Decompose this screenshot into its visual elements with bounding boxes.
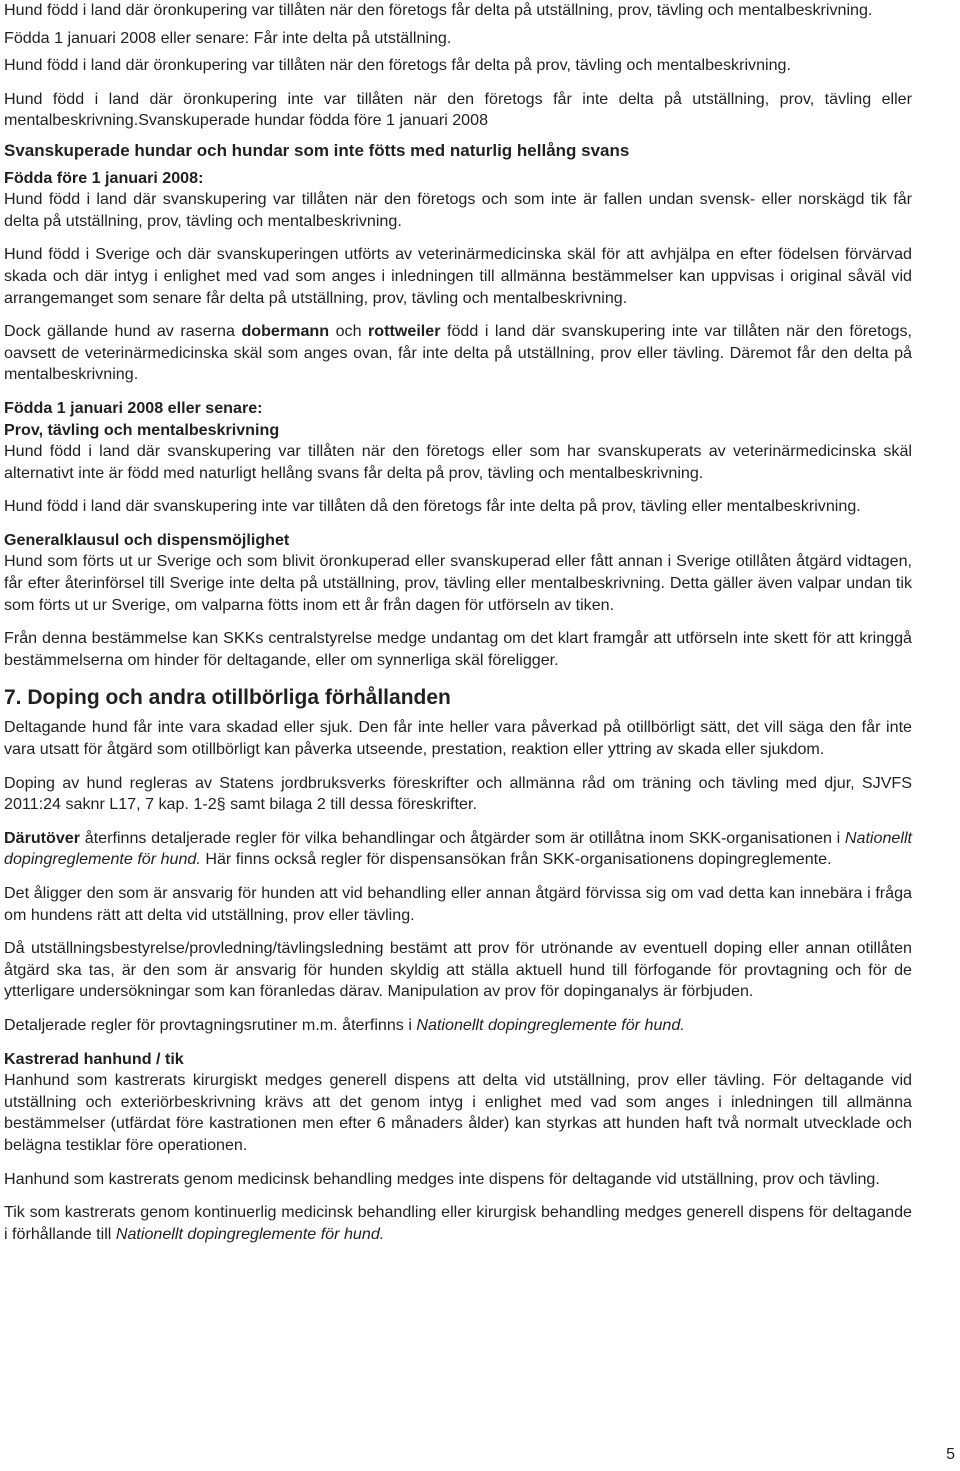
breed-rottweiler: rottweiler <box>368 322 441 341</box>
title-doping-regulations: Nationellt dopingreglemente för hund. <box>4 828 912 869</box>
paragraph-doping-3 <box>4 828 912 871</box>
paragraph-exemption: Från denna bestämmelse kan SKKs centralstyrelse medge undantag om det klart framgår att utförseln inte skett för att kringgå bestämmelserna om hinder för deltagande, eller om synnerliga skäl föreligger. <box>4 629 912 669</box>
heading-general-clause: Generalklausul och dispensmöjlighet <box>4 530 290 549</box>
paragraph-docked-in-sweden: Hund född i Sverige och där svanskuperingen utförts av veterinärmedicinska skäl för att avhjälpa en efter födelsen förvärvad skada och där intyg i enlighet med vad som anges i inledningen till allmänna bestämmelser kan uppvisas i original såväl vid arrangemanget som senare får delta på utställning, prov, tävling och mentalbeskrivning. <box>4 245 912 307</box>
text-ear-cropping-not-allowed: Hund född i land där öronkupering inte var tillåten när den företogs får inte delta på utställning, prov, tävling eller mentalbeskrivning. <box>4 89 912 130</box>
paragraph-docking-not-allowed-trials: Hund född i land där svanskupering inte var tillåten då den företogs får inte delta på prov, tävling eller mentalbeskrivning. <box>4 497 861 516</box>
page-number: 5 <box>946 1446 955 1463</box>
label-born-before-2008: Födda före 1 januari 2008: <box>4 168 204 187</box>
text-breeds-pre: Dock gällande hund av raserna <box>4 322 242 341</box>
paragraph-doping-5: Då utställningsbestyrelse/provledning/tävlingsledning bestämt att prov för utrönande av eventuell doping eller annan otillåten åtgärd ska tas, är den som är ansvarig för hunden skyldig att ställa aktuell hund till förfogande för provtagning och för de ytterligare undersökningar som kan föranledas därav. Manipulation av prov för dopinganalys är förbjuden. <box>4 939 912 1001</box>
text-doping-3-pre: återfinns detaljerade regler för vilka behandlingar och åtgärder som är otillåtna inom SKK-organisationen i <box>80 828 845 847</box>
text-breeds-post: född i land där svanskupering inte var tillåten när den företogs, oavsett de veterinärmedicinska skäl som anges ovan, får inte delta på utställning, prov eller tävling. Däremot får den delta på mentalbeskrivning. <box>4 322 912 384</box>
label-born-2008-or-later-tail: Födda 1 januari 2008 eller senare: <box>4 398 263 417</box>
paragraph-general-clause: Hund som förts ut ur Sverige och som blivit öronkuperad eller svanskuperad eller fått annan i Sverige otillåten åtgärd vidtagen, får efter återinförsel till Sverige inte delta på utställning, prov, tävling eller mentalbeskrivning. Detta gäller även valpar undan tik som förts ut ur Sverige, om valparna fötts inom ett år från dagen för utförseln av tiken. <box>4 552 912 614</box>
paragraph-castrated-3 <box>4 1202 912 1245</box>
label-born-2008-or-later: Födda 1 januari 2008 eller senare: <box>4 28 250 47</box>
document-page <box>4 0 912 1245</box>
chapter-heading-doping: 7. Doping och andra otillbörliga förhållanden <box>4 686 451 710</box>
text-darutover: Därutöver <box>4 828 81 847</box>
title-doping-regulations-3: Nationellt dopingreglemente för hund. <box>115 1224 385 1243</box>
text-breeds-mid: och <box>329 322 369 341</box>
paragraph-doping-6 <box>4 1015 912 1037</box>
text-doping-3-post: Här finns också regler för dispensansökan från SKK-organisationens dopingreglemente. <box>200 850 832 869</box>
text-doping-6-pre: Detaljerade regler för provtagningsrutiner m.m. återfinns i <box>4 1015 417 1034</box>
text-tail-docked-before-2008: Svanskuperade hundar födda före 1 januari 2008 <box>138 111 489 130</box>
title-doping-regulations-2: Nationellt dopingreglemente för hund. <box>416 1015 685 1034</box>
text-castrated-3-pre: Tik som kastrerats genom kontinuerlig medicinsk behandling eller kirurgisk behandling medges generell dispens för deltagande i förhållande till <box>4 1203 912 1243</box>
text-no-exhibition: Får inte delta på utställning. <box>249 28 452 47</box>
section-heading-tail-docking: Svanskuperade hundar och hundar som inte fötts med naturlig hellång svans <box>4 140 630 160</box>
paragraph-born-2008-or-later <box>4 28 912 50</box>
paragraph-dobermann-rottweiler <box>4 321 912 386</box>
paragraph-doping-1: Deltagande hund får inte vara skadad eller sjuk. Den får inte heller vara påverkad på otillbörligt sätt, det vill säga den får inte vara utsatt för åtgärd som otillbörligt kan påverka utseende, prestation, reaktion eller yttring av skada eller sjukdom. <box>4 718 912 759</box>
breed-dobermann: dobermann <box>241 322 330 341</box>
subheading-trials-competition: Prov, tävling och mentalbeskrivning <box>4 420 280 439</box>
paragraph-docking-allowed-trials: Hund född i land där svanskupering var tillåten när den företogs eller som har svanskuperats av veterinärmedicinska skäl alternativt inte är född med naturligt hellång svans får delta på prov, tävling och mentalbeskrivning. <box>4 442 912 482</box>
heading-castrated: Kastrerad hanhund / tik <box>4 1049 184 1068</box>
paragraph-born-before-2008: Hund född i land där svanskupering var tillåten när den företogs och som inte är fallen undan svensk- eller norskägd tik får delta på utställning, prov, tävling och mentalbeskrivning. <box>4 190 912 230</box>
paragraph-castrated-2: Hanhund som kastrerats genom medicinsk behandling medges inte dispens för deltagande vid utställning, prov och tävling. <box>4 1169 880 1188</box>
paragraph-doping-2: Doping av hund regleras av Statens jordbruksverks föreskrifter och allmänna råd om träning och tävling med djur, SJVFS 2011:24 saknr L17, 7 kap. 1-2§ samt bilaga 2 till dessa föreskrifter. <box>4 773 912 814</box>
paragraph-ear-cropping-not-allowed <box>4 89 912 132</box>
paragraph-ear-cropping-allowed: Hund född i land där öronkupering var tillåten när den företogs får delta på utställning, prov, tävling och mentalbeskrivning. <box>4 1 873 19</box>
paragraph-doping-4: Det åligger den som är ansvarig för hunden att vid behandling eller annan åtgärd förvissa sig om vad detta kan innebära i fråga om hundens rätt att delta vid utställning, prov eller tävling. <box>4 884 912 924</box>
paragraph-castrated-1: Hanhund som kastrerats kirurgiskt medges generell dispens att delta vid utställning, prov eller tävling. För deltagande vid utställning och exteriörbeskrivning krävs att det genom intyg i enlighet med vad som anges i inledningen till allmänna bestämmelser (utfärdat före kastrationen men efter 6 månaders ålder) kan styrkas att hunden haft två normalt utvecklade och belägna testiklar före operationen. <box>4 1071 912 1154</box>
paragraph-ear-cropping-allowed-trials: Hund född i land där öronkupering var tillåten när den företogs får delta på prov, tävling och mentalbeskrivning. <box>4 56 791 75</box>
